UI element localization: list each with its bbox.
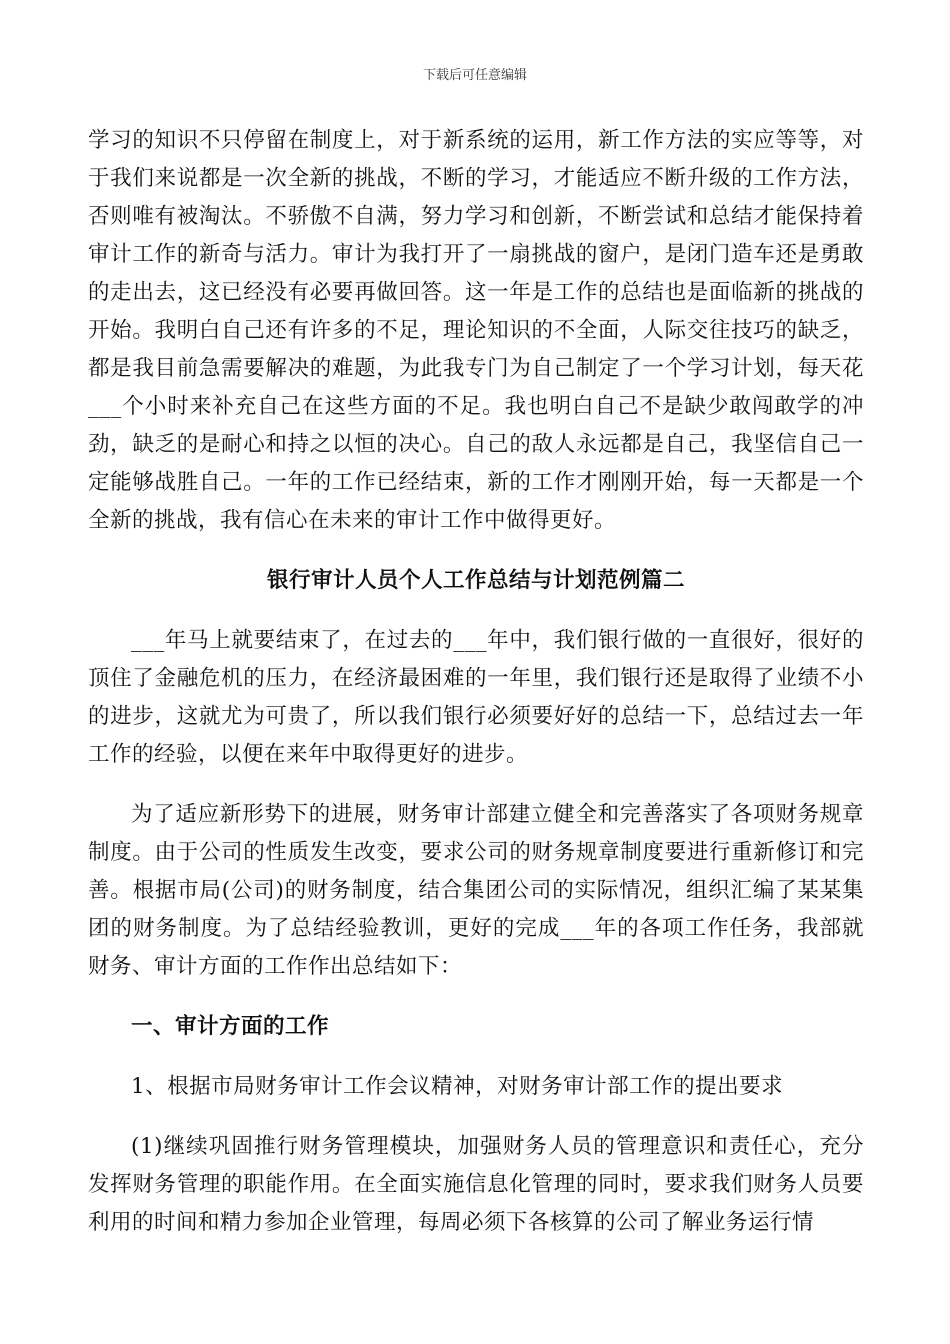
paragraph-item-1-1: (1)继续巩固推行财务管理模块，加强财务人员的管理意识和责任心，充分发挥财务管理的职能作用。在全面实施信息化管理的同时，要求我们财务人员要利用的时间和精力参加企业管理，每周必须下各核算的公司了解业务运行情 [88, 1134, 864, 1235]
page-header: 下载后可任意编辑 [422, 68, 527, 83]
section-title: 银行审计人员个人工作总结与计划范例篇二 [266, 568, 685, 593]
paragraph-background: 为了适应新形势下的进展，财务审计部建立健全和完善落实了各项财务规章制度。由于公司的性质发生改变，要求公司的财务规章制度要进行重新修订和完善。根据市局(公司)的财务制度，结合集团公司的实际情况，组织汇编了某某集团的财务制度。为了总结经验教训，更好的完成___年的各项工作任务，我部就财务、审计方面的工作作出总结如下： [88, 802, 864, 979]
paragraph-intro: ___年马上就要结束了，在过去的___年中，我们银行做的一直很好，很好的顶住了金融危机的压力，在经济最困难的一年里，我们银行还是取得了业绩不小的进步，这就尤为可贵了，所以我们银行必须要好好的总结一下，总结过去一年工作的经验，以便在来年中取得更好的进步。 [88, 628, 864, 767]
paragraph-item-1: 1、根据市局财务审计工作会议精神，对财务审计部工作的提出要求 [131, 1074, 784, 1099]
paragraph-continuation: 学习的知识不只停留在制度上，对于新系统的运用，新工作方法的实应等等，对于我们来说都是一次全新的挑战，不断的学习，才能适应不断升级的工作方法，否则唯有被淘汰。不骄傲不自满，努力学习和创新，不断尝试和总结才能保持着审计工作的新奇与活力。审计为我打开了一扇挑战的窗户，是闭门造车还是勇敢的走出去，这已经没有必要再做回答。这一年是工作的总结也是面临新的挑战的开始。我明白自己还有许多的不足，理论知识的不全面，人际交往技巧的缺乏，都是我目前急需要解决的难题，为此我专门为自己制定了一个学习计划，每天花___个小时来补充自己在这些方面的不足。我也明白自己不是缺少敢闯敢学的冲劲，缺乏的是耐心和持之以恒的决心。自己的敌人永远都是自己，我坚信自己一定能够战胜自己。一年的工作已经结束，新的工作才刚刚开始，每一天都是一个全新的挑战，我有信心在未来的审计工作中做得更好。 [88, 128, 864, 533]
heading-audit-work: 一、审计方面的工作 [131, 1014, 330, 1039]
document-body [88, 122, 864, 1242]
